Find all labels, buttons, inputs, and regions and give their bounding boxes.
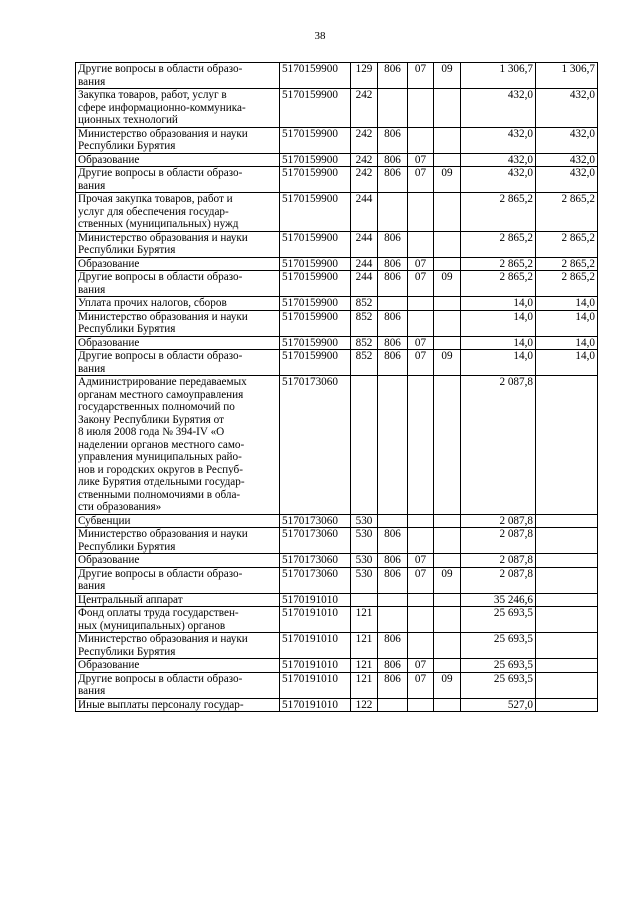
section-cell bbox=[408, 593, 434, 607]
description-cell bbox=[76, 271, 280, 297]
expense-type-cell: 242 bbox=[351, 89, 378, 128]
description-line: органам местного самоуправления bbox=[78, 388, 244, 401]
expense-type-cell: 530 bbox=[351, 528, 378, 554]
description-cell bbox=[76, 336, 280, 350]
amount-cell-1: 14,0 bbox=[461, 310, 536, 336]
amount-cell-1: 25 693,5 bbox=[461, 633, 536, 659]
section-cell bbox=[408, 607, 434, 633]
description-line: Республики Бурятия bbox=[78, 140, 176, 152]
amount-cell-1: 2 087,8 bbox=[461, 528, 536, 554]
section-cell: 07 bbox=[408, 554, 434, 568]
section-cell: 07 bbox=[408, 153, 434, 167]
description-cell bbox=[76, 297, 280, 311]
amount-cell-1: 2 087,8 bbox=[461, 514, 536, 528]
amount-cell-2: 432,0 bbox=[536, 167, 598, 193]
subsection-cell: 09 bbox=[434, 350, 461, 376]
section-cell bbox=[408, 127, 434, 153]
section-cell bbox=[408, 633, 434, 659]
target-code-cell: 5170159900 bbox=[280, 310, 351, 336]
description-line: Центральный аппарат bbox=[78, 593, 183, 606]
ministry-code-cell bbox=[378, 89, 408, 128]
subsection-cell bbox=[434, 698, 461, 712]
amount-cell-2: 14,0 bbox=[536, 310, 598, 336]
target-code-cell: 5170159900 bbox=[280, 350, 351, 376]
amount-cell-2 bbox=[536, 528, 598, 554]
target-code-cell: 5170173060 bbox=[280, 514, 351, 528]
target-code-cell: 5170191010 bbox=[280, 659, 351, 673]
expense-type-cell: 852 bbox=[351, 310, 378, 336]
section-cell: 07 bbox=[408, 567, 434, 593]
ministry-code-cell: 806 bbox=[378, 167, 408, 193]
section-cell: 07 bbox=[408, 63, 434, 89]
amount-cell-2: 432,0 bbox=[536, 153, 598, 167]
ministry-code-cell: 806 bbox=[378, 554, 408, 568]
amount-cell-2 bbox=[536, 514, 598, 528]
description-line: Министерство образования и науки bbox=[78, 231, 248, 244]
target-code-cell: 5170191010 bbox=[280, 593, 351, 607]
subsection-cell bbox=[434, 514, 461, 528]
section-cell: 07 bbox=[408, 257, 434, 271]
description-line: Другие вопросы в области образо- bbox=[78, 350, 243, 362]
section-cell: 07 bbox=[408, 271, 434, 297]
target-code-cell: 5170191010 bbox=[280, 698, 351, 712]
ministry-code-cell: 806 bbox=[378, 271, 408, 297]
subsection-cell bbox=[434, 336, 461, 350]
expense-type-cell: 530 bbox=[351, 554, 378, 568]
description-line: ственными полномочиями в обла- bbox=[78, 488, 241, 501]
expense-type-cell bbox=[351, 376, 378, 515]
amount-cell-1: 2 865,2 bbox=[461, 193, 536, 232]
ministry-code-cell bbox=[378, 376, 408, 515]
target-code-cell: 5170159900 bbox=[280, 167, 351, 193]
target-code-cell: 5170191010 bbox=[280, 633, 351, 659]
description-line: Другие вопросы в области образо- bbox=[78, 567, 243, 580]
table-row bbox=[76, 672, 598, 698]
amount-cell-1: 14,0 bbox=[461, 350, 536, 376]
expense-type-cell: 242 bbox=[351, 127, 378, 153]
expense-type-cell: 242 bbox=[351, 153, 378, 167]
ministry-code-cell: 806 bbox=[378, 350, 408, 376]
section-cell bbox=[408, 528, 434, 554]
description-line: Фонд оплаты труда государствен- bbox=[78, 607, 239, 619]
description-cell bbox=[76, 698, 280, 712]
table-row bbox=[76, 607, 598, 633]
section-cell: 07 bbox=[408, 336, 434, 350]
ministry-code-cell: 806 bbox=[378, 528, 408, 554]
expense-type-cell: 121 bbox=[351, 607, 378, 633]
subsection-cell bbox=[434, 231, 461, 257]
table-row bbox=[76, 89, 598, 128]
table-row bbox=[76, 127, 598, 153]
ministry-code-cell: 806 bbox=[378, 336, 408, 350]
expense-type-cell: 530 bbox=[351, 514, 378, 528]
description-line: Уплата прочих налогов, сборов bbox=[78, 297, 227, 309]
target-code-cell: 5170173060 bbox=[280, 528, 351, 554]
table-row bbox=[76, 310, 598, 336]
description-line: Республики Бурятия bbox=[78, 244, 176, 256]
table-row bbox=[76, 167, 598, 193]
description-cell bbox=[76, 231, 280, 257]
target-code-cell: 5170173060 bbox=[280, 554, 351, 568]
description-line: вания bbox=[78, 75, 106, 88]
description-line: государственных полномочий по bbox=[78, 401, 235, 413]
target-code-cell: 5170159900 bbox=[280, 89, 351, 128]
description-line: Другие вопросы в области образо- bbox=[78, 63, 243, 75]
table-row bbox=[76, 231, 598, 257]
description-cell bbox=[76, 607, 280, 633]
amount-cell-1: 2 865,2 bbox=[461, 231, 536, 257]
amount-cell-1: 14,0 bbox=[461, 297, 536, 311]
description-line: Министерство образования и науки bbox=[78, 127, 248, 140]
description-line: ных (муниципальных) органов bbox=[78, 619, 226, 632]
target-code-cell: 5170191010 bbox=[280, 672, 351, 698]
description-line: Образование bbox=[78, 554, 140, 566]
section-cell bbox=[408, 698, 434, 712]
description-cell bbox=[76, 153, 280, 167]
amount-cell-2 bbox=[536, 633, 598, 659]
description-cell bbox=[76, 554, 280, 568]
subsection-cell bbox=[434, 153, 461, 167]
amount-cell-2: 14,0 bbox=[536, 297, 598, 311]
description-line: Министерство образования и науки bbox=[78, 310, 248, 323]
section-cell: 07 bbox=[408, 167, 434, 193]
target-code-cell: 5170159900 bbox=[280, 193, 351, 232]
amount-cell-1: 25 693,5 bbox=[461, 672, 536, 698]
description-line: Другие вопросы в области образо- bbox=[78, 672, 243, 685]
ministry-code-cell: 806 bbox=[378, 633, 408, 659]
expense-type-cell: 129 bbox=[351, 63, 378, 89]
expense-type-cell: 242 bbox=[351, 167, 378, 193]
description-line: вания bbox=[78, 580, 106, 592]
description-cell bbox=[76, 567, 280, 593]
expense-type-cell: 244 bbox=[351, 257, 378, 271]
ministry-code-cell: 806 bbox=[378, 672, 408, 698]
description-line: ственных (муниципальных) нужд bbox=[78, 218, 239, 230]
subsection-cell bbox=[434, 127, 461, 153]
subsection-cell bbox=[434, 607, 461, 633]
description-line: наделении органов местного само- bbox=[78, 438, 245, 451]
description-line: Закону Республики Бурятия от bbox=[78, 413, 224, 426]
amount-cell-1: 2 087,8 bbox=[461, 554, 536, 568]
description-line: лике Бурятия отдельными государ- bbox=[78, 476, 245, 488]
target-code-cell: 5170159900 bbox=[280, 63, 351, 89]
amount-cell-1: 25 693,5 bbox=[461, 607, 536, 633]
table-row bbox=[76, 554, 598, 568]
subsection-cell bbox=[434, 257, 461, 271]
amount-cell-2 bbox=[536, 607, 598, 633]
ministry-code-cell: 806 bbox=[378, 63, 408, 89]
subsection-cell bbox=[434, 297, 461, 311]
description-line: Министерство образования и науки bbox=[78, 528, 248, 540]
section-cell bbox=[408, 310, 434, 336]
description-cell bbox=[76, 659, 280, 673]
target-code-cell: 5170173060 bbox=[280, 567, 351, 593]
section-cell bbox=[408, 193, 434, 232]
expense-type-cell: 852 bbox=[351, 350, 378, 376]
description-cell bbox=[76, 376, 280, 515]
description-cell bbox=[76, 528, 280, 554]
ministry-code-cell: 806 bbox=[378, 310, 408, 336]
ministry-code-cell: 806 bbox=[378, 567, 408, 593]
subsection-cell bbox=[434, 593, 461, 607]
expense-type-cell: 244 bbox=[351, 271, 378, 297]
amount-cell-2: 2 865,2 bbox=[536, 257, 598, 271]
expense-type-cell: 852 bbox=[351, 297, 378, 311]
amount-cell-1: 2 087,8 bbox=[461, 376, 536, 515]
target-code-cell: 5170159900 bbox=[280, 297, 351, 311]
description-line: Прочая закупка товаров, работ и bbox=[78, 193, 233, 205]
description-cell bbox=[76, 593, 280, 607]
description-line: вания bbox=[78, 283, 106, 296]
section-cell bbox=[408, 297, 434, 311]
subsection-cell bbox=[434, 376, 461, 515]
budget-table bbox=[75, 62, 598, 712]
amount-cell-1: 432,0 bbox=[461, 167, 536, 193]
ministry-code-cell: 806 bbox=[378, 257, 408, 271]
expense-type-cell: 121 bbox=[351, 633, 378, 659]
subsection-cell bbox=[434, 528, 461, 554]
description-line: нов и городских округов в Респуб- bbox=[78, 463, 243, 476]
table-row bbox=[76, 257, 598, 271]
amount-cell-1: 432,0 bbox=[461, 153, 536, 167]
target-code-cell: 5170173060 bbox=[280, 376, 351, 515]
amount-cell-1: 35 246,6 bbox=[461, 593, 536, 607]
subsection-cell bbox=[434, 554, 461, 568]
ministry-code-cell: 806 bbox=[378, 231, 408, 257]
page-number: 38 bbox=[314, 30, 326, 42]
description-line: Другие вопросы в области образо- bbox=[78, 167, 243, 179]
amount-cell-2: 14,0 bbox=[536, 336, 598, 350]
section-cell bbox=[408, 376, 434, 515]
table-row bbox=[76, 63, 598, 89]
table-row bbox=[76, 633, 598, 659]
amount-cell-1: 2 865,2 bbox=[461, 257, 536, 271]
amount-cell-2: 432,0 bbox=[536, 127, 598, 153]
amount-cell-2 bbox=[536, 672, 598, 698]
target-code-cell: 5170159900 bbox=[280, 231, 351, 257]
ministry-code-cell bbox=[378, 514, 408, 528]
subsection-cell: 09 bbox=[434, 271, 461, 297]
expense-type-cell: 530 bbox=[351, 567, 378, 593]
table-row bbox=[76, 271, 598, 297]
target-code-cell: 5170159900 bbox=[280, 336, 351, 350]
table-row bbox=[76, 698, 598, 712]
description-line: вания bbox=[78, 362, 106, 375]
amount-cell-2: 2 865,2 bbox=[536, 193, 598, 232]
target-code-cell: 5170159900 bbox=[280, 153, 351, 167]
table-row bbox=[76, 153, 598, 167]
description-line: Образование bbox=[78, 659, 140, 671]
subsection-cell bbox=[434, 89, 461, 128]
expense-type-cell: 852 bbox=[351, 336, 378, 350]
description-cell bbox=[76, 257, 280, 271]
subsection-cell bbox=[434, 633, 461, 659]
description-line: вания bbox=[78, 685, 106, 697]
target-code-cell: 5170159900 bbox=[280, 271, 351, 297]
table-row bbox=[76, 528, 598, 554]
expense-type-cell bbox=[351, 593, 378, 607]
description-line: управления муниципальных райо- bbox=[78, 451, 242, 463]
table-row bbox=[76, 193, 598, 232]
description-line: Министерство образования и науки bbox=[78, 633, 248, 645]
description-line: ционных технологий bbox=[78, 114, 178, 126]
expense-type-cell: 122 bbox=[351, 698, 378, 712]
table-row bbox=[76, 514, 598, 528]
ministry-code-cell: 806 bbox=[378, 659, 408, 673]
section-cell bbox=[408, 231, 434, 257]
description-line: Образование bbox=[78, 257, 140, 270]
description-cell bbox=[76, 633, 280, 659]
ministry-code-cell: 806 bbox=[378, 127, 408, 153]
description-line: Другие вопросы в области образо- bbox=[78, 271, 243, 283]
expense-type-cell: 121 bbox=[351, 659, 378, 673]
section-cell: 07 bbox=[408, 350, 434, 376]
amount-cell-2: 2 865,2 bbox=[536, 271, 598, 297]
amount-cell-1: 527,0 bbox=[461, 698, 536, 712]
expense-type-cell: 121 bbox=[351, 672, 378, 698]
description-line: Иные выплаты персоналу государ- bbox=[78, 698, 244, 711]
amount-cell-2: 432,0 bbox=[536, 89, 598, 128]
description-line: 8 июля 2008 года № 394-IV «О bbox=[78, 426, 225, 438]
description-line: Закупка товаров, работ, услуг в bbox=[78, 89, 227, 101]
amount-cell-1: 432,0 bbox=[461, 127, 536, 153]
description-line: Образование bbox=[78, 153, 140, 166]
amount-cell-2: 14,0 bbox=[536, 350, 598, 376]
section-cell bbox=[408, 89, 434, 128]
ministry-code-cell bbox=[378, 297, 408, 311]
amount-cell-1: 2 865,2 bbox=[461, 271, 536, 297]
amount-cell-2 bbox=[536, 567, 598, 593]
amount-cell-1: 2 087,8 bbox=[461, 567, 536, 593]
amount-cell-1: 14,0 bbox=[461, 336, 536, 350]
ministry-code-cell: 806 bbox=[378, 153, 408, 167]
amount-cell-1: 432,0 bbox=[461, 89, 536, 128]
amount-cell-1: 25 693,5 bbox=[461, 659, 536, 673]
description-line: Республики Бурятия bbox=[78, 645, 176, 658]
description-cell bbox=[76, 89, 280, 128]
ministry-code-cell bbox=[378, 593, 408, 607]
amount-cell-2 bbox=[536, 698, 598, 712]
description-cell bbox=[76, 193, 280, 232]
description-line: сти образования» bbox=[78, 501, 162, 513]
table-row bbox=[76, 567, 598, 593]
amount-cell-2 bbox=[536, 554, 598, 568]
table-row bbox=[76, 350, 598, 376]
table-body bbox=[76, 63, 598, 712]
section-cell bbox=[408, 514, 434, 528]
ministry-code-cell bbox=[378, 607, 408, 633]
description-line: Субвенции bbox=[78, 514, 131, 527]
target-code-cell: 5170159900 bbox=[280, 257, 351, 271]
description-cell bbox=[76, 167, 280, 193]
description-cell bbox=[76, 310, 280, 336]
description-line: вания bbox=[78, 179, 106, 192]
table-row bbox=[76, 297, 598, 311]
amount-cell-2: 1 306,7 bbox=[536, 63, 598, 89]
amount-cell-1: 1 306,7 bbox=[461, 63, 536, 89]
target-code-cell: 5170159900 bbox=[280, 127, 351, 153]
section-cell: 07 bbox=[408, 659, 434, 673]
description-line: услуг для обеспечения государ- bbox=[78, 205, 229, 218]
amount-cell-2: 2 865,2 bbox=[536, 231, 598, 257]
table-row bbox=[76, 336, 598, 350]
table-row bbox=[76, 659, 598, 673]
subsection-cell bbox=[434, 193, 461, 232]
description-cell bbox=[76, 63, 280, 89]
amount-cell-2 bbox=[536, 659, 598, 673]
description-line: Республики Бурятия bbox=[78, 323, 176, 335]
subsection-cell: 09 bbox=[434, 63, 461, 89]
amount-cell-2 bbox=[536, 593, 598, 607]
expense-type-cell: 244 bbox=[351, 231, 378, 257]
subsection-cell: 09 bbox=[434, 167, 461, 193]
amount-cell-2 bbox=[536, 376, 598, 515]
subsection-cell bbox=[434, 310, 461, 336]
description-cell bbox=[76, 127, 280, 153]
table-row bbox=[76, 593, 598, 607]
description-cell bbox=[76, 350, 280, 376]
description-line: Администрирование передаваемых bbox=[78, 376, 247, 388]
subsection-cell: 09 bbox=[434, 567, 461, 593]
ministry-code-cell bbox=[378, 698, 408, 712]
subsection-cell bbox=[434, 659, 461, 673]
expense-type-cell: 244 bbox=[351, 193, 378, 232]
description-cell bbox=[76, 672, 280, 698]
section-cell: 07 bbox=[408, 672, 434, 698]
target-code-cell: 5170191010 bbox=[280, 607, 351, 633]
description-line: Образование bbox=[78, 336, 140, 349]
table-row bbox=[76, 376, 598, 515]
description-cell bbox=[76, 514, 280, 528]
subsection-cell: 09 bbox=[434, 672, 461, 698]
description-line: Республики Бурятия bbox=[78, 540, 176, 553]
ministry-code-cell bbox=[378, 193, 408, 232]
description-line: сфере информационно-коммуника- bbox=[78, 101, 246, 114]
